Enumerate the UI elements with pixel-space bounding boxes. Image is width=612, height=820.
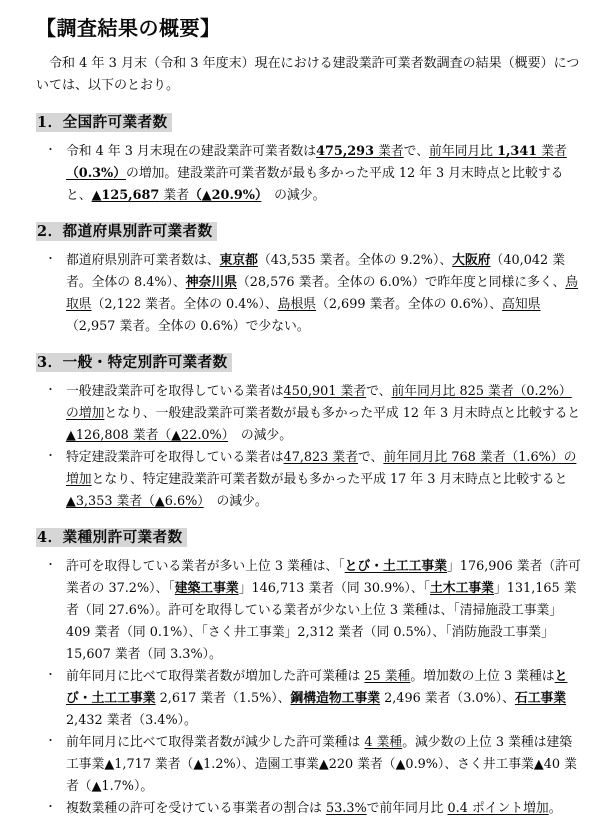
bullet-text: 複数業種の許可を受けている事業者の割合は 53.3%で前年同月比 0.4 ポイント増加。 <box>66 800 562 816</box>
section-general-special-permits <box>36 351 584 513</box>
bullet-text: 令和 4 年 3 月末現在の建設業許可業者数は475,293 業者で、前年同月比 1,341 業者（0.3%）の増加。建設業許可業者数が最も多かった平成 12 年 3 月末時点と比較すると、▲125,687 業者（▲20.9%） の減少。 <box>66 143 567 203</box>
bullet-list <box>36 141 584 207</box>
bullet-text: 許可を取得している業者が多い上位 3 業種は、「とび・土工工事業」176,906 業者（許可業者の 37.2%）、「建築工事業」146,713 業者（同 30.9%）、「土木工事業」131,165 業者（同 27.6%）。許可を取得している業者が少ない上位 3 業種は、「清掃施設工事業」409 業者（同 0.1%）、「さく井工事業」2,312 業者（同 0.5%）、「消防施設工事業」15,607 業者（同 3.3%）。 <box>66 558 581 662</box>
bullet-text: 前年同月に比べて取得業者数が増加した許可業種は 25 業種。増加数の上位 3 業種はとび・土工工事業 2,617 業者（1.5%）、鋼構造物工事業 2,496 業者（3.0%）、石工事業 2,432 業者（3.4%）。 <box>66 668 568 728</box>
intro-paragraph: 令和 4 年 3 月末（令和 3 年度末）現在における建設業許可業者数調査の結果（概要）については、以下のとおり。 <box>36 56 580 94</box>
bullet-item <box>36 447 584 513</box>
section-industry-permits <box>36 526 584 820</box>
page-title: 【調査結果の概要】 <box>36 16 221 40</box>
bullet-list <box>36 381 584 513</box>
bullet-marker: ・ <box>45 251 56 265</box>
bullet-marker: ・ <box>45 142 56 156</box>
bullet-item <box>36 798 584 820</box>
section-heading <box>36 111 584 132</box>
bullet-marker: ・ <box>45 733 56 747</box>
bullet-text: 前年同月に比べて取得業者数が減少した許可業種は 4 業種。減少数の上位 3 業種は建築工事業▲1,717 業者（▲1.2%）、造園工事業▲220 業者（▲0.9%）、さく井工事業▲40 業者（▲1.7%）。 <box>66 734 577 794</box>
bullet-text: 特定建設業許可を取得している業者は47,823 業者で、前年同月比 768 業者（1.6%）の増加となり、特定建設業許可業者数が最も多かった平成 17 年 3 月末時点と比較すると▲3,353 業者（▲6.6%） の減少。 <box>66 449 577 509</box>
section-national-permits <box>36 111 584 207</box>
bullet-marker: ・ <box>45 667 56 681</box>
section-heading <box>36 220 584 241</box>
bullet-text: 一般建設業許可を取得している業者は450,901 業者で、前年同月比 825 業者（0.2%）の増加となり、一般建設業許可業者数が最も多かった平成 12 年 3 月末時点と比較すると▲126,808 業者（▲22.0%） の減少。 <box>66 383 581 443</box>
bullet-item <box>36 666 584 732</box>
section-heading <box>36 526 584 547</box>
section-heading-text: 4．業種別許可業者数 <box>36 528 187 547</box>
bullet-list <box>36 250 584 338</box>
section-heading-text: 2．都道府県別許可業者数 <box>36 222 217 241</box>
section-prefecture-permits <box>36 220 584 338</box>
section-heading-text: 1．全国許可業者数 <box>36 113 172 132</box>
bullet-marker: ・ <box>45 382 56 396</box>
bullet-marker: ・ <box>45 557 56 571</box>
section-heading <box>36 351 584 372</box>
bullet-item <box>36 141 584 207</box>
bullet-item <box>36 732 584 798</box>
bullet-item <box>36 381 584 447</box>
bullet-list <box>36 556 584 820</box>
bullet-item <box>36 556 584 666</box>
section-heading-text: 3．一般・特定別許可業者数 <box>36 353 232 372</box>
bullet-text: 都道府県別許可業者数は、東京都（43,535 業者。全体の 9.2%）、大阪府（40,042 業者。全体の 8.4%）、神奈川県（28,576 業者。全体の 6.0%）で昨年度と同様に多く、鳥取県（2,122 業者。全体の 0.4%）、島根県（2,699 業者。全体の 0.6%）、高知県（2,957 業者。全体の 0.6%）で少ない。 <box>66 252 579 334</box>
bullet-item <box>36 250 584 338</box>
bullet-marker: ・ <box>45 799 56 813</box>
bullet-marker: ・ <box>45 448 56 462</box>
